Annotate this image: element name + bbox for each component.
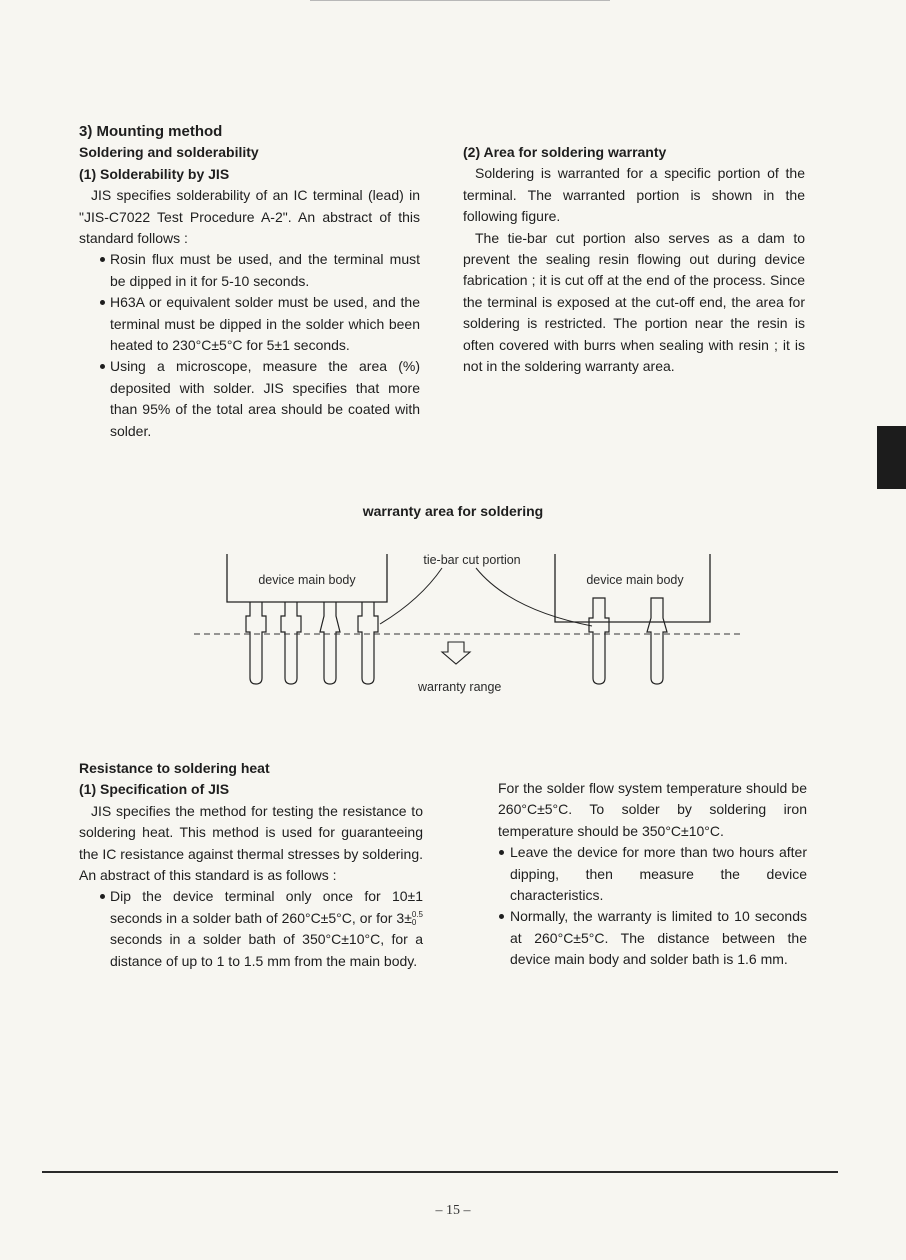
warranty-column [463, 142, 805, 377]
heat-heading: Resistance to soldering heat [79, 760, 270, 776]
section-edge-tab [877, 426, 906, 489]
bullet-text-a: Dip the device terminal only once for 10±1 seconds in a solder bath of 260°C±5°C, or for 3± [110, 888, 423, 926]
solderability-list [79, 249, 420, 442]
tiebar-pointer-right [476, 568, 592, 626]
figure-title: warranty area for soldering [362, 503, 544, 519]
range-label: warranty range [418, 680, 502, 694]
solderability-column [79, 121, 420, 442]
solderability-heading: (1) Solderability by JIS [79, 165, 230, 182]
right-device-body [555, 554, 710, 622]
right-leads [589, 598, 667, 684]
top-rule [310, 0, 610, 1]
right-body-label: device main body [586, 573, 684, 587]
list-item: H63A or equivalent solder must be used, and the terminal must be dipped in the solder which been heated to 230°C±5°C for 5±1 seconds. [79, 292, 420, 356]
heat-subheading: (1) Specification of JIS [79, 781, 230, 798]
heat-intro: JIS specifies the method for testing the resistance to soldering heat. This method is used for guaranteeing the IC resistance against thermal stresses by soldering. An abstract of this standard is as follows : [79, 802, 423, 884]
warranty-para-2: The tie-bar cut portion also serves as a dam to prevent the sealing resin flowing out during device fabrication ; it is cut off at the end of the process. Since the terminal is exposed at the cut-off end, the area for soldering is restricted. The portion near the resin is often covered with burrs when sealing with resin ; it is not in the soldering warranty area. [463, 229, 805, 375]
list-item [79, 886, 423, 972]
heat-column-right [498, 778, 807, 971]
left-body-label: device main body [258, 573, 356, 587]
warranty-para-1: Soldering is warranted for a specific portion of the terminal. The warranted portion is shown in the following figure. [463, 165, 805, 225]
heat-list [79, 886, 423, 972]
warranty-heading: (2) Area for soldering warranty [463, 144, 667, 160]
heat-column [79, 758, 423, 972]
down-arrow-icon [442, 642, 470, 664]
list-item: Normally, the warranty is limited to 10 seconds at 260°C±5°C. The distance between the device main body and solder bath is 1.6 mm. [498, 906, 807, 970]
bullet-text-b: seconds in a solder bath of 350°C±10°C, for a distance of up to 1 to 1.5 mm from the main body. [110, 931, 423, 969]
left-leads [246, 602, 378, 684]
list-item: Rosin flux must be used, and the terminal must be dipped in it for 5-10 seconds. [79, 249, 420, 292]
section-heading: 3) Mounting method [79, 123, 223, 140]
tiebar-label: tie-bar cut portion [423, 553, 521, 567]
heat-cont-para: For the solder flow system temperature should be 260°C±5°C. To solder by soldering iron temperature should be 350°C±10°C. [498, 780, 807, 839]
section-subheading: Soldering and solderability [79, 144, 259, 161]
tiebar-pointer-left [380, 568, 442, 624]
solderability-intro: JIS specifies solderability of an IC terminal (lead) in "JIS-C7022 Test Procedure A-2". An abstract of this standard follows : [79, 187, 420, 247]
page-number: – 15 – [435, 1203, 471, 1218]
tolerance-upper: 0.5 [411, 910, 423, 920]
list-item: Using a microscope, measure the area (%) deposited with solder. JIS specifies that more than 95% of the total area should be coated with solder. [79, 356, 420, 442]
tolerance-lower: 0 [411, 918, 417, 928]
bottom-rule [42, 1171, 838, 1173]
heat-list-right [498, 842, 807, 970]
list-item: Leave the device for more than two hours after dipping, then measure the device characteristics. [498, 842, 807, 906]
warranty-figure [180, 540, 750, 700]
tolerance [412, 911, 423, 927]
